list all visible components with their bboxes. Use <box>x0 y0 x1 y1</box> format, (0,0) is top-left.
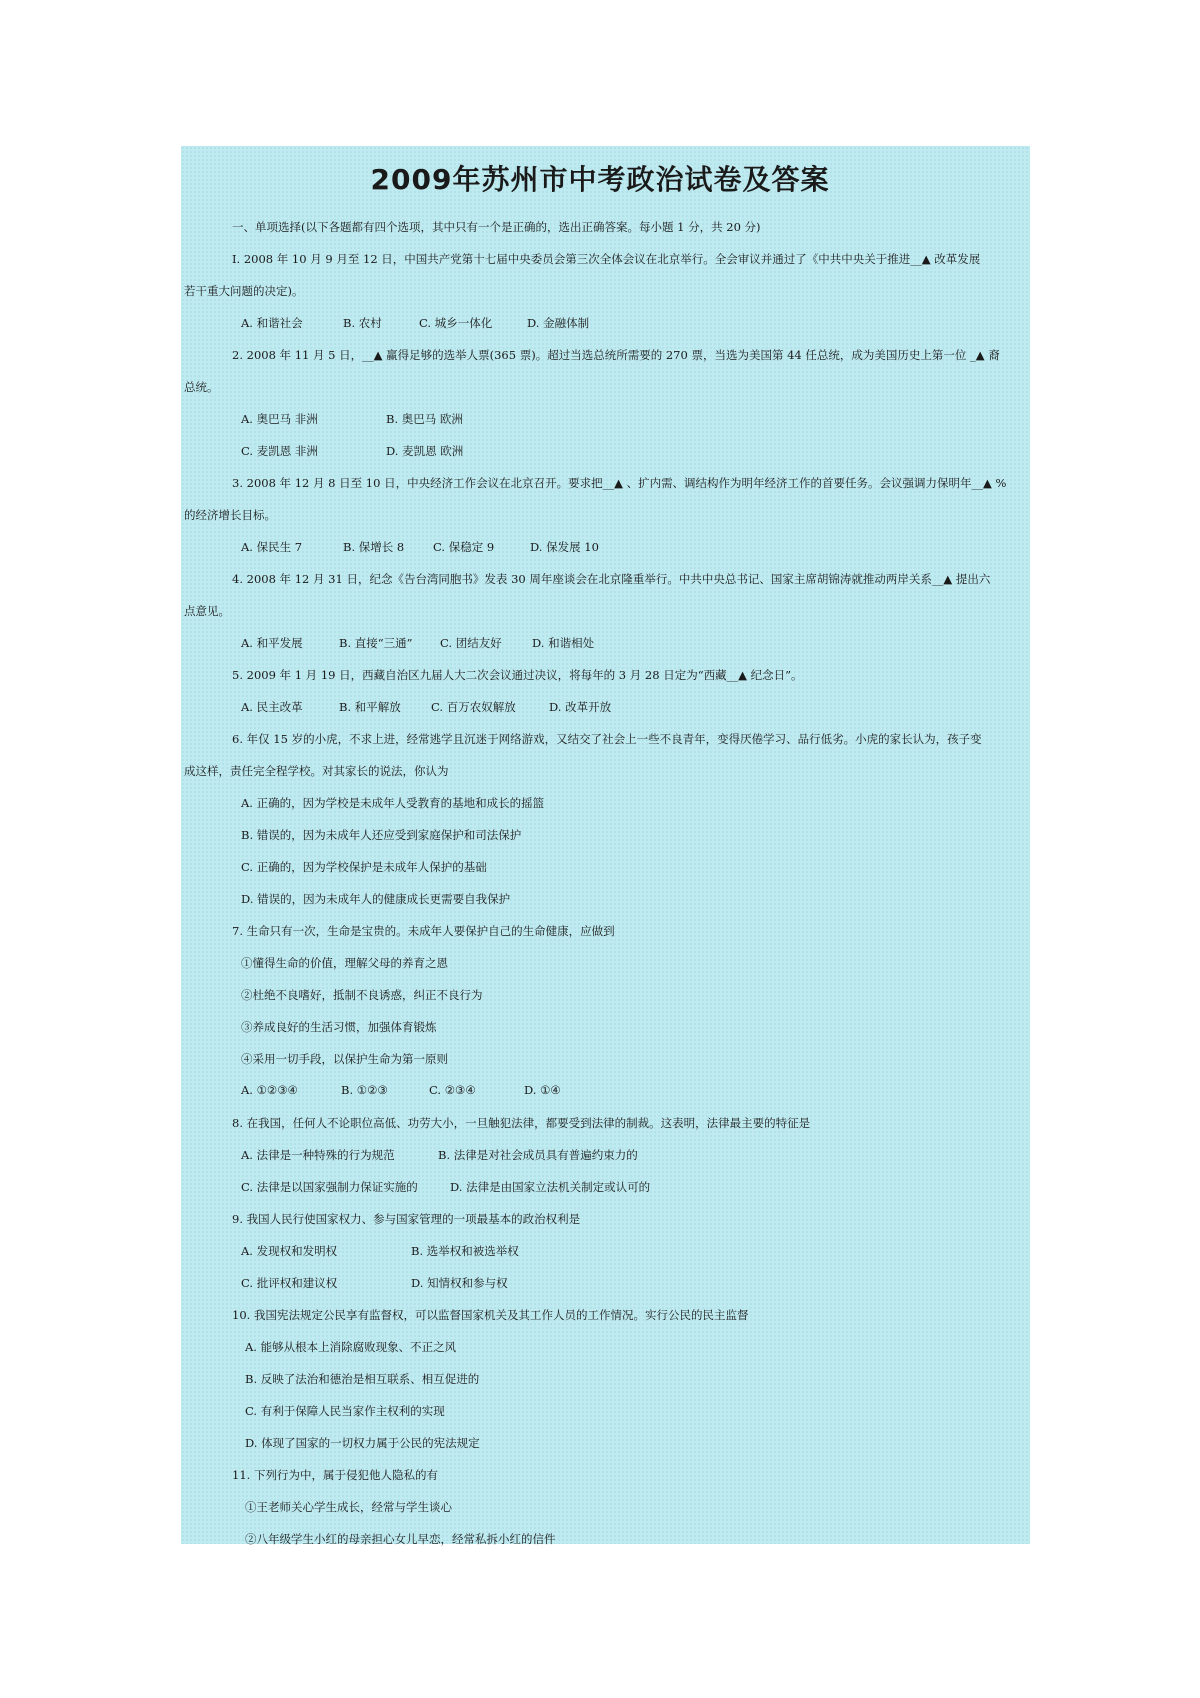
question-2-option-b: B. 奥巴马 欧洲 <box>386 412 463 426</box>
question-5-option-c: C. 百万农奴解放 <box>431 700 516 714</box>
question-11-statement-1: ①王老师关心学生成长，经常与学生谈心 <box>245 1500 452 1514</box>
question-7-statement-4: ④采用一切手段，以保护生命为第一原则 <box>241 1052 448 1066</box>
question-1-option-c: C. 城乡一体化 <box>419 316 493 330</box>
question-11-statement-2: ②八年级学生小红的母亲担心女儿早恋，经常私拆小红的信件 <box>245 1532 556 1546</box>
question-3-option-a: A. 保民生 7 <box>241 540 303 554</box>
question-1-line-2: 若干重大问题的决定)。 <box>184 284 304 298</box>
question-1-line-1: I. 2008 年 10 月 9 月至 12 日，中国共产党第十七届中央委员会第三次全体会议在北京举行。全会审议并通过了《中共中央关于推进__▲ 改革发展 <box>232 252 981 266</box>
question-7-statement-3: ③养成良好的生活习惯，加强体育锻炼 <box>241 1020 437 1034</box>
question-10-option-b: B. 反映了法治和德治是相互联系、相互促进的 <box>245 1372 480 1386</box>
question-10-line-1: 10. 我国宪法规定公民享有监督权，可以监督国家机关及其工作人员的工作情况。实行公民的民主监督 <box>232 1308 749 1322</box>
question-8-option-d: D. 法律是由国家立法机关制定或认可的 <box>450 1180 651 1194</box>
question-1-option-a: A. 和谐社会 <box>241 316 303 330</box>
question-3-option-b: B. 保增长 8 <box>343 540 405 554</box>
question-7-statement-2: ②杜绝不良嗜好，抵制不良诱惑，纠正不良行为 <box>241 988 483 1002</box>
question-5-line-1: 5. 2009 年 1 月 19 日，西藏自治区九届人大二次会议通过决议，将每年的 3 月 28 日定为“西藏__▲ 纪念日”。 <box>232 668 803 682</box>
question-3-line-2: 的经济增长目标。 <box>184 508 276 522</box>
question-4-line-1: 4. 2008 年 12 月 31 日，纪念《告台湾同胞书》发表 30 周年座谈会在北京隆重举行。中共中央总书记、国家主席胡锦涛就推动两岸关系__▲ 提出六 <box>232 572 991 586</box>
question-2-option-c: C. 麦凯恩 非洲 <box>241 444 318 458</box>
question-11-line-1: 11. 下列行为中，属于侵犯他人隐私的有 <box>232 1468 438 1482</box>
question-6-option-c: C. 正确的，因为学校保护是未成年人保护的基础 <box>241 860 487 874</box>
question-10-option-a: A. 能够从根本上消除腐败现象、不正之风 <box>245 1340 457 1354</box>
question-9-option-a: A. 发现权和发明权 <box>241 1244 338 1258</box>
question-4-option-b: B. 直接“三通” <box>339 636 413 650</box>
question-6-option-b: B. 错误的，因为未成年人还应受到家庭保护和司法保护 <box>241 828 522 842</box>
question-6-option-d: D. 错误的，因为未成年人的健康成长更需要自我保护 <box>241 892 511 906</box>
question-7-option-b: B. ①②③ <box>341 1083 388 1097</box>
question-4-option-a: A. 和平发展 <box>241 636 303 650</box>
question-8-line-1: 8. 在我国，任何人不论职位高低、功劳大小，一旦触犯法律，都要受到法律的制裁。这表明，法律最主要的特征是 <box>232 1116 811 1130</box>
question-7-statement-1: ①懂得生命的价值，理解父母的养育之恩 <box>241 956 448 970</box>
question-6-line-2: 成这样，责任完全程学校。对其家长的说法，你认为 <box>184 764 449 778</box>
question-9-line-1: 9. 我国人民行使国家权力、参与国家管理的一项最基本的政治权利是 <box>232 1212 581 1226</box>
question-3-line-1: 3. 2008 年 12 月 8 日至 10 日，中央经济工作会议在北京召开。要求把__▲ 、扩内需、调结构作为明年经济工作的首要任务。会议强调力保明年__▲ % <box>232 476 1007 490</box>
question-9-option-d: D. 知情权和参与权 <box>411 1276 508 1290</box>
question-2-line-1: 2. 2008 年 11 月 5 日，__▲ 赢得足够的选举人票(365 票)。超过当选总统所需要的 270 票，当选为美国第 44 任总统，成为美国历史上第一位 _▲ 裔 <box>232 348 1000 362</box>
section-heading: 一、单项选择(以下各题都有四个选项，其中只有一个是正确的，选出正确答案。每小题 1 分，共 20 分) <box>232 220 761 234</box>
question-7-option-d: D. ①④ <box>524 1083 561 1097</box>
question-9-option-b: B. 选举权和被选举权 <box>411 1244 519 1258</box>
question-6-option-a: A. 正确的，因为学校是未成年人受教育的基地和成长的摇篮 <box>241 796 545 810</box>
question-4-line-2: 点意见。 <box>184 604 230 618</box>
question-1-option-d: D. 金融体制 <box>527 316 590 330</box>
question-8-option-b: B. 法律是对社会成员具有普遍约束力的 <box>438 1148 638 1162</box>
page-title: 2009年苏州市中考政治试卷及答案 <box>370 163 830 196</box>
question-1-option-b: B. 农村 <box>343 316 382 330</box>
question-8-option-a: A. 法律是一种特殊的行为规范 <box>241 1148 395 1162</box>
question-3-option-c: C. 保稳定 9 <box>433 540 495 554</box>
question-2-option-d: D. 麦凯恩 欧洲 <box>386 444 464 458</box>
question-9-option-c: C. 批评权和建议权 <box>241 1276 338 1290</box>
question-8-option-c: C. 法律是以国家强制力保证实施的 <box>241 1180 418 1194</box>
question-7-option-a: A. ①②③④ <box>241 1083 298 1097</box>
question-2-line-2: 总统。 <box>184 380 219 394</box>
question-3-option-d: D. 保发展 10 <box>530 540 599 554</box>
question-6-line-1: 6. 年仅 15 岁的小虎，不求上进，经常逃学且沉迷于网络游戏，又结交了社会上一些不良青年，变得厌倦学习、品行低劣。小虎的家长认为，孩子变 <box>232 732 982 746</box>
question-4-option-c: C. 团结友好 <box>440 636 502 650</box>
question-5-option-a: A. 民主改革 <box>241 700 303 714</box>
question-2-option-a: A. 奥巴马 非洲 <box>241 412 318 426</box>
question-4-option-d: D. 和谐相处 <box>532 636 595 650</box>
question-10-option-d: D. 体现了国家的一切权力属于公民的宪法规定 <box>245 1436 480 1450</box>
question-7-line-1: 7. 生命只有一次，生命是宝贵的。未成年人要保护自己的生命健康，应做到 <box>232 924 615 938</box>
question-5-option-b: B. 和平解放 <box>339 700 401 714</box>
question-7-option-c: C. ②③④ <box>429 1083 476 1097</box>
question-5-option-d: D. 改革开放 <box>549 700 612 714</box>
question-10-option-c: C. 有利于保障人民当家作主权利的实现 <box>245 1404 445 1418</box>
